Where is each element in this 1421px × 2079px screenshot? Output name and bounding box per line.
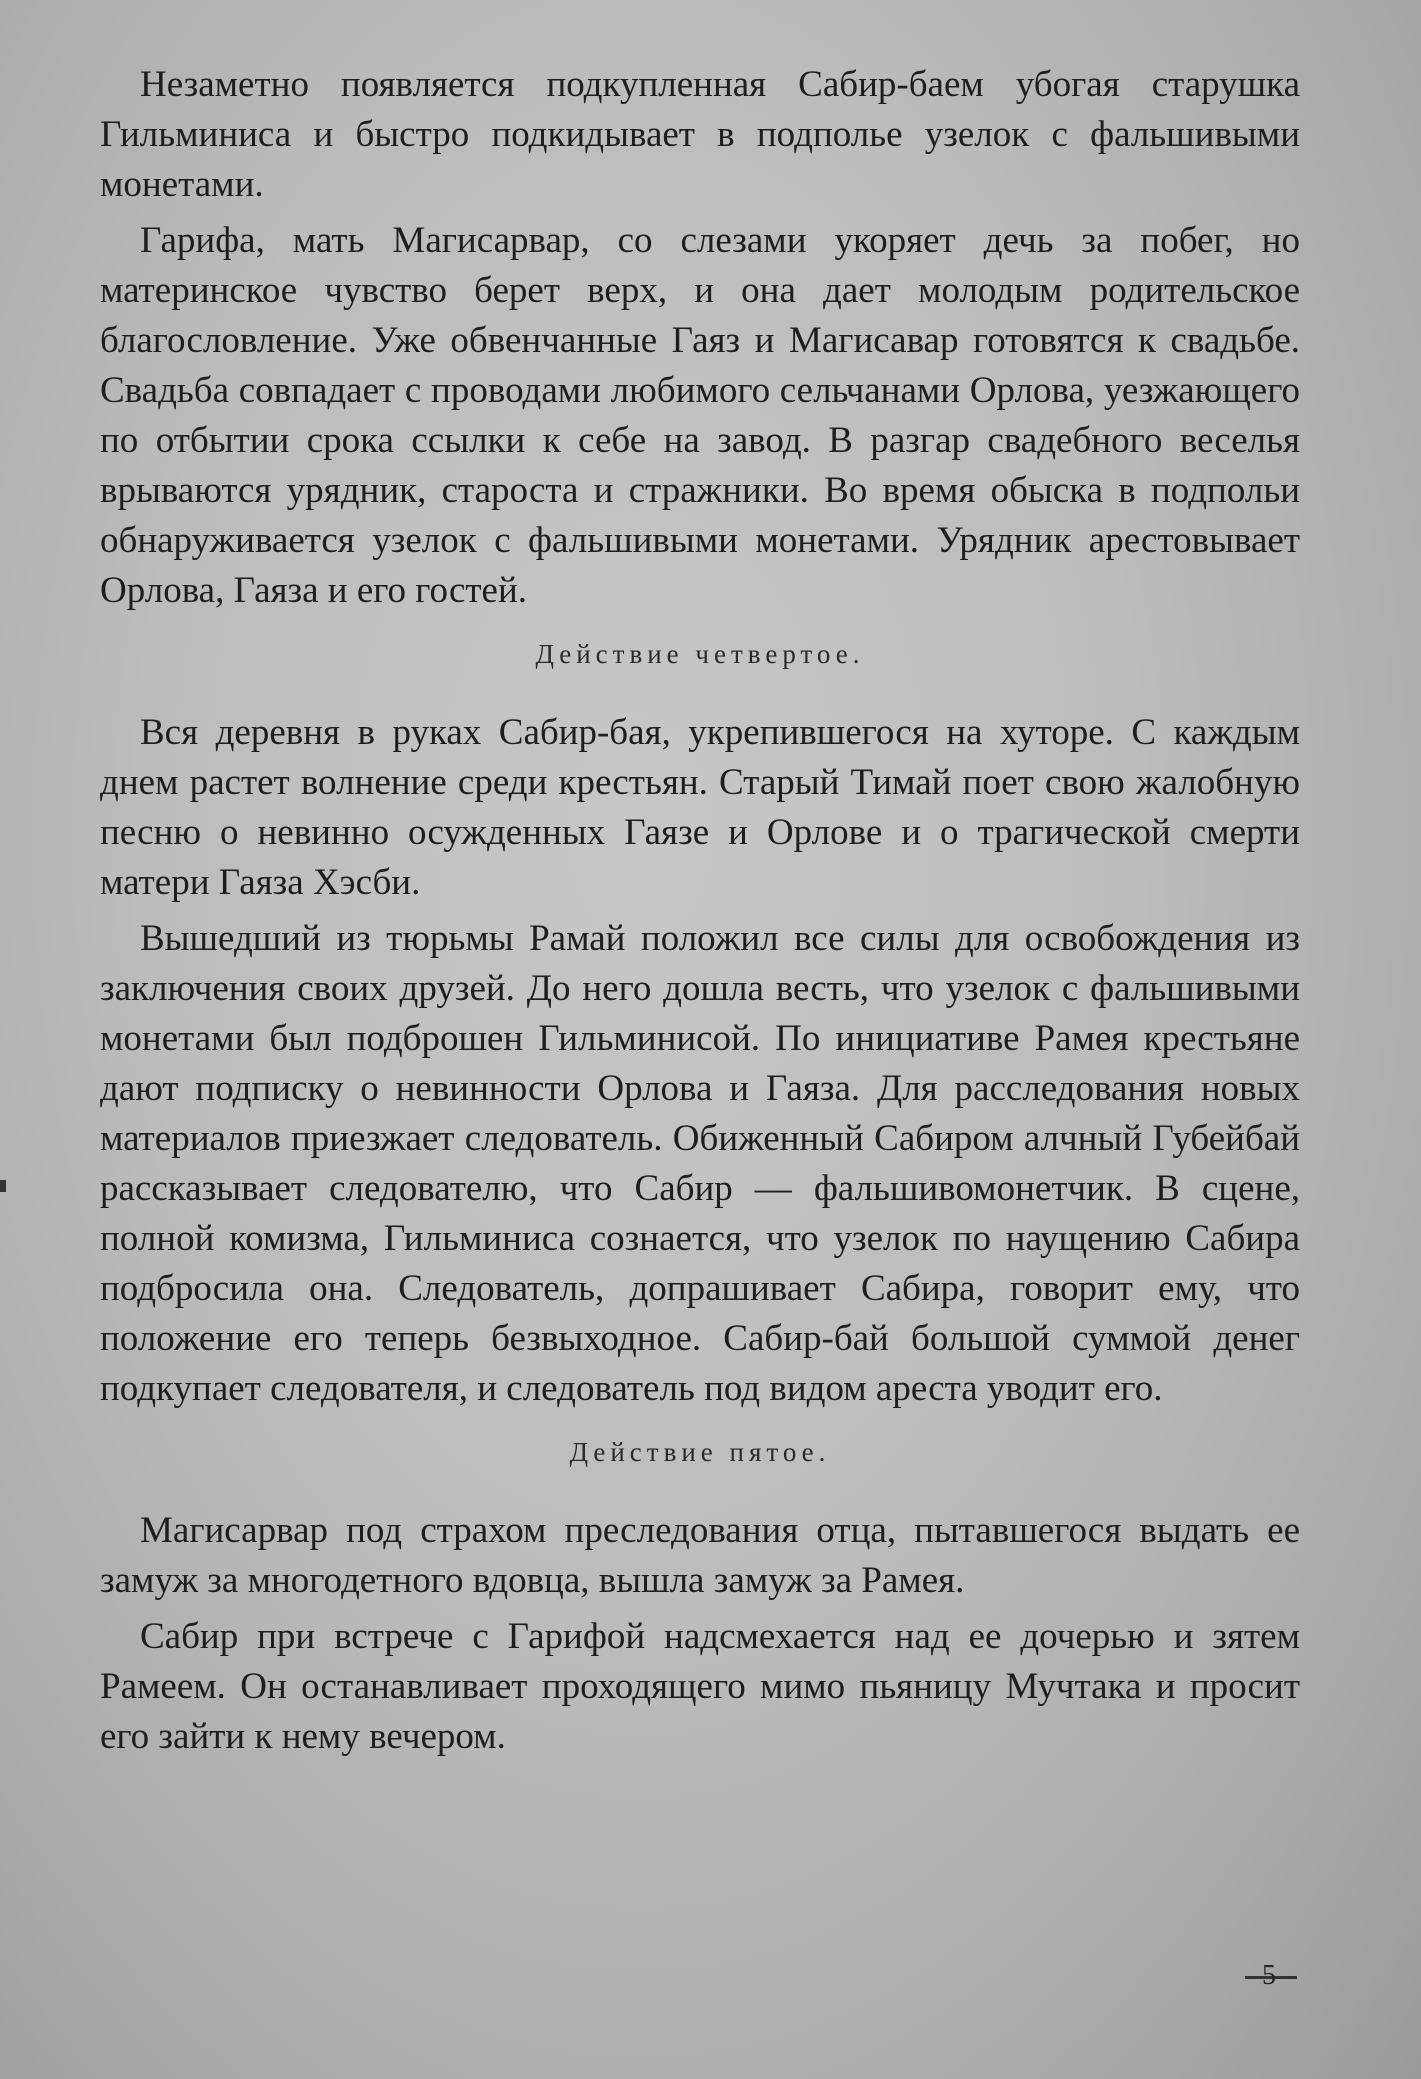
paragraph: Сабир при встрече с Гарифой надсмехается над ее дочерью и зятем Рамеем. Он останавливает проходящего мимо пьяницу Мучтака и просит его зайти к нему вечером. [100, 1616, 1300, 1757]
paragraph: Магисарвар под страхом преследования отца, пытавшегося выдать ее замуж за многодетного вдовца, вышла замуж за Рамея. [100, 1510, 1300, 1601]
edge-mark [0, 1180, 6, 1192]
act-five-heading: Действие пятое. [569, 1437, 831, 1467]
page-number: 5 [1262, 1960, 1276, 1991]
paragraph: Вся деревня в руках Сабир-бая, укрепившегося на хуторе. С каждым днем растет волнение среди крестьян. Старый Тимай поет свою жалобную песню о невинно осужденных Гаязе и Орлове и о трагической смерти матери Гаяза Хэсби. [100, 712, 1300, 903]
page-body [100, 60, 1300, 1768]
paragraph: Вышедший из тюрьмы Рамай положил все силы для освобождения из заключения своих друзей. До него дошла весть, что узелок с фальшивыми монетами был подброшен Гильминисой. По инициативе Рамея крестьяне дают подписку о невинности Орлова и Гаяза. Для расследования новых материалов приезжает следователь. Обиженный Сабиром алчный Губейбай рассказывает следователю, что Сабир — фальшивомонетчик. В сцене, полной комизма, Гильминиса сознается, что узелок по наущению Сабира подбросила она. Следователь, допрашивает Сабира, говорит ему, что положение его теперь безвыходное. Сабир-бай большой суммой денег подкупает следователя, и следователь под видом ареста уводит его. [100, 918, 1300, 1409]
act-four-heading: Действие четвертое. [535, 639, 865, 669]
paragraph: Незаметно появляется подкупленная Сабир-баем убогая старушка Гильминиса и быстро подкидывает в подполье узелок с фальшивыми монетами. [100, 64, 1300, 205]
paragraph: Гарифа, мать Магисарвар, со слезами укоряет дечь за побег, но материнское чувство берет верх, и она дает молодым родительское благословление. Уже обвенчанные Гаяз и Магисавар готовятся к свадьбе. Свадьба совпадает с проводами любимого сельчанами Орлова, уезжающего по отбытии срока ссылки к себе на завод. В разгар свадебного веселья врываются урядник, староста и стражники. Во время обыска в подпольи обнаруживается узелок с фальшивыми монетами. Урядник арестовывает Орлова, Гаяза и его гостей. [100, 220, 1300, 611]
